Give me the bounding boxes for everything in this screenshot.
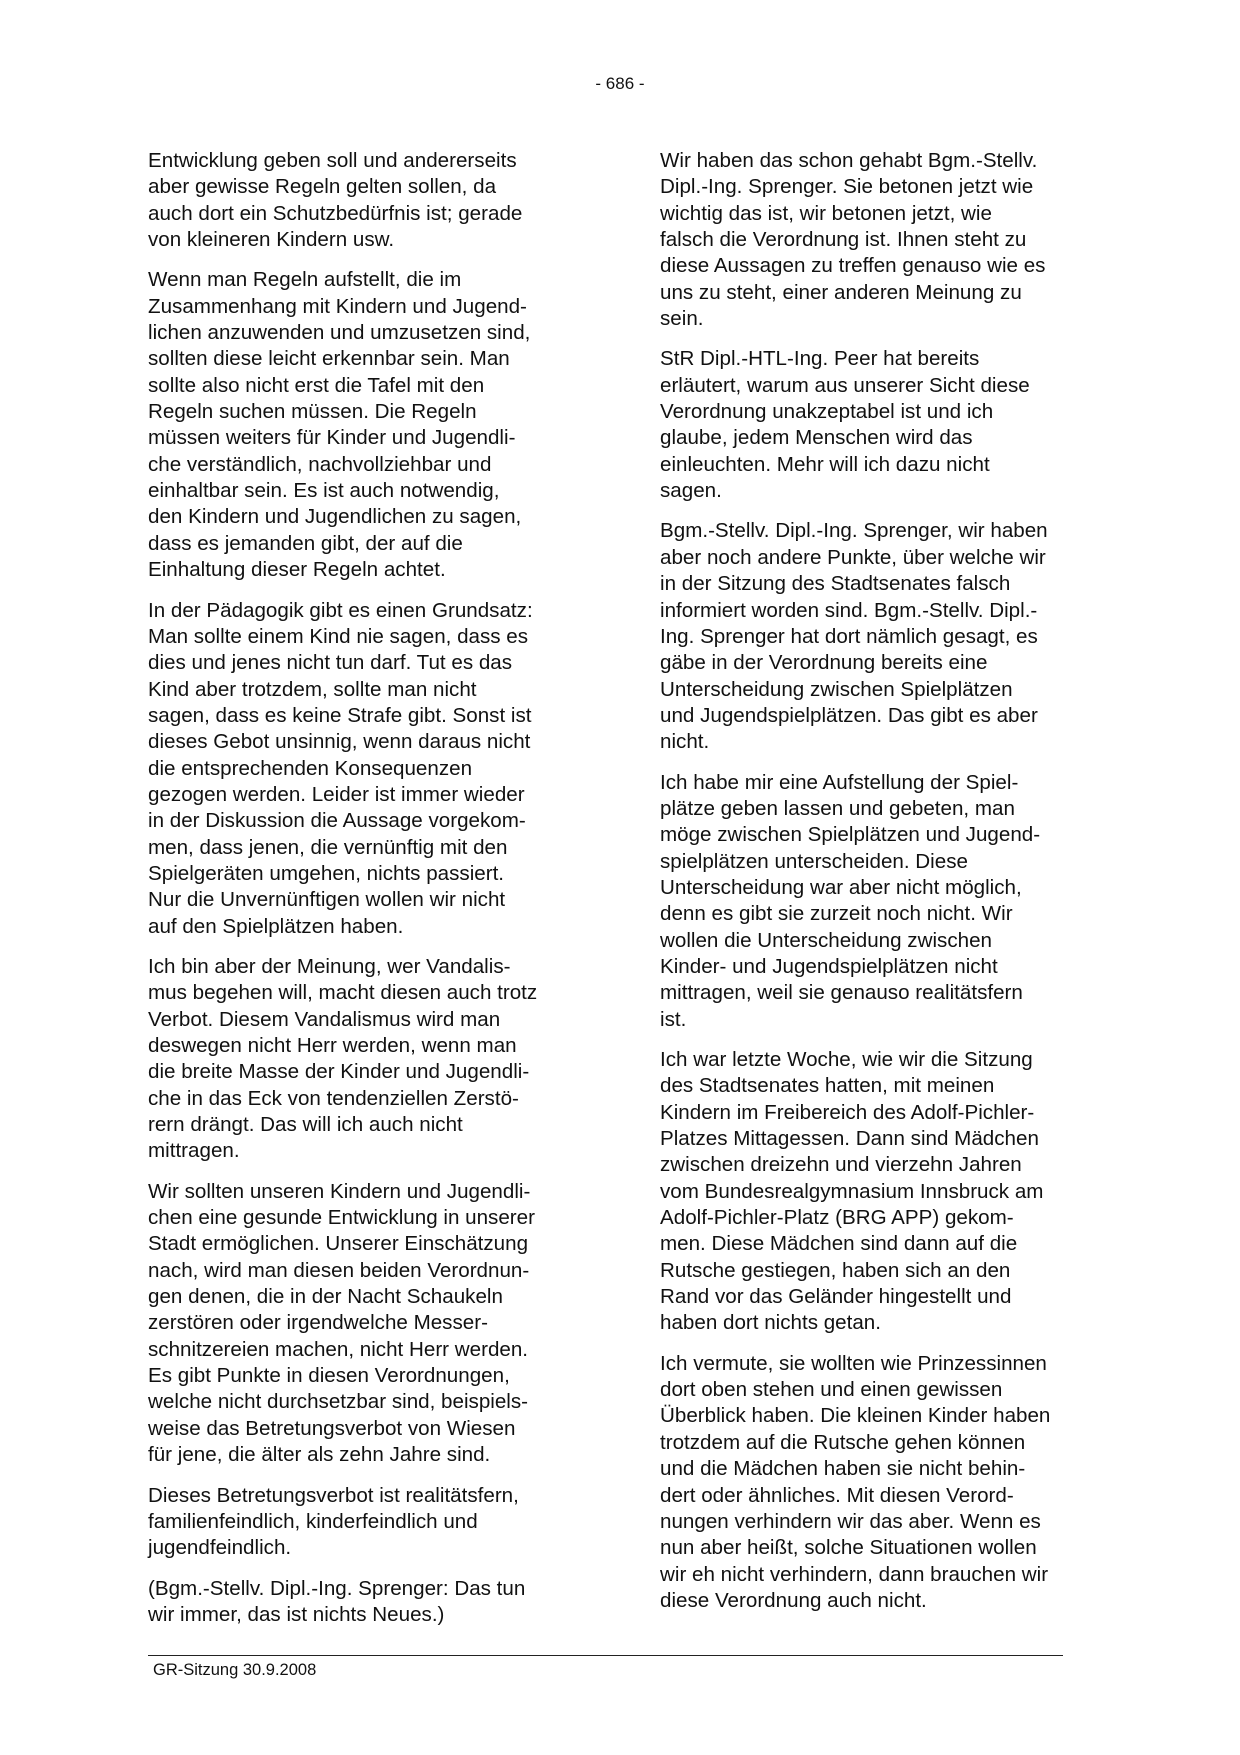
footer-text: GR-Sitzung 30.9.2008 — [153, 1661, 317, 1679]
footer-divider — [148, 1655, 1063, 1656]
paragraph: Wir sollten unseren Kindern und Jugendli- chen eine gesunde Entwicklung in unserer Stadt ermöglichen. Unserer Einschätzung nach, wird man diesen beiden Verordnun- gen denen, die in der Nacht Schaukeln zerstören oder irgendwelche Messer- schnitzereien machen, nicht Herr werden. Es gibt Punkte in diesen Verordnungen, welche nicht durchsetzbar sind, beispiels- weise das Betretungsverbot von Wiesen für jene, die älter als zehn Jahre sind. — [148, 1179, 535, 1467]
paragraph: In der Pädagogik gibt es einen Grundsatz: Man sollte einem Kind nie sagen, dass es dies und jenes nicht tun darf. Tut es das Kind aber trotzdem, sollte man nicht sagen, dass es keine Strafe gibt. Sonst ist dieses Gebot unsinnig, wenn daraus nicht die entsprechenden Konsequenzen gezogen werden. Leider ist immer wieder in der Diskussion die Aussage vorgekom- men, dass jenen, die vernünftig mit den Spielgeräten umgehen, nichts passiert. Nur die Unvernünftigen wollen wir nicht auf den Spielplätzen haben. — [148, 598, 533, 938]
paragraph: StR Dipl.-HTL-Ing. Peer hat bereits erläutert, warum aus unserer Sicht diese Verordnung unakzeptabel ist und ich glaube, jedem Menschen wird das einleuchten. Mehr will ich dazu nicht sagen. — [660, 347, 1030, 503]
paragraph: Ich vermute, sie wollten wie Prinzessinnen dort oben stehen und einen gewissen Überblick haben. Die kleinen Kinder haben trotzdem auf die Rutsche gehen können und die Mädchen haben sie nicht behin- dert oder ähnliches. Mit diesen Verord- nungen verhindern wir das aber. Wenn es nun aber heißt, solche Situationen wollen wir eh nicht verhindern, dann brauchen wir diese Verordnung auch nicht. — [660, 1351, 1051, 1612]
left-column — [148, 148, 603, 1642]
paragraph: Wir haben das schon gehabt Bgm.-Stellv. Dipl.-Ing. Sprenger. Sie betonen jetzt wie wichtig das ist, wir betonen jetzt, wie falsch die Verordnung ist. Ihnen steht zu diese Aussagen zu treffen genauso wie es uns zu steht, einer anderen Meinung zu sein. — [660, 149, 1046, 331]
paragraph: Ich bin aber der Meinung, wer Vandalis- mus begehen will, macht diesen auch trotz Verbot. Diesem Vandalismus wird man deswegen nicht Herr werden, wenn man die breite Masse der Kinder und Jugendli- che in das Eck von tendenziellen Zerstö- rern drängt. Das will ich auch nicht mittragen. — [148, 954, 538, 1163]
paragraph: (Bgm.-Stellv. Dipl.-Ing. Sprenger: Das tun wir immer, das ist nichts Neues.) — [148, 1576, 526, 1626]
paragraph: Wenn man Regeln aufstellt, die im Zusammenhang mit Kindern und Jugend- lichen anzuwenden und umzusetzen sind, sollten diese leicht erkennbar sein. Man sollte also nicht erst die Tafel mit den Regeln suchen müssen. Die Regeln müssen weiters für Kinder und Jugendli- che verständlich, nachvollziehbar und einhaltbar sein. Es ist auch notwendig, den Kindern und Jugendlichen zu sagen, dass es jemanden gibt, der auf die Einhaltung dieser Regeln achtet. — [148, 268, 531, 582]
paragraph: Ich habe mir eine Aufstellung der Spiel- plätze geben lassen und gebeten, man möge zwischen Spielplätzen und Jugend- spielplätzen unterscheiden. Diese Unterscheidung war aber nicht möglich, denn es gibt sie zurzeit noch nicht. Wir wollen die Unterscheidung zwischen Kinder- und Jugendspielplätzen nicht mittragen, weil sie genauso realitätsfern ist. — [660, 770, 1041, 1031]
paragraph: Ich war letzte Woche, wie wir die Sitzung des Stadtsenates hatten, mit meinen Kindern im Freibereich des Adolf-Pichler- Platzes Mittagessen. Dann sind Mädchen zwischen dreizehn und vierzehn Jahren vom Bundesrealgymnasium Innsbruck am Adolf-Pichler-Platz (BRG APP) gekom- men. Diese Mädchen sind dann auf die Rutsche gestiegen, haben sich an den Rand vor das Geländer hingestellt und haben dort nichts getan. — [660, 1048, 1044, 1335]
right-column — [660, 148, 1100, 1628]
paragraph: Bgm.-Stellv. Dipl.-Ing. Sprenger, wir haben aber noch andere Punkte, über welche wir in der Sitzung des Stadtsenates falsch informiert worden sind. Bgm.-Stellv. Dipl.- Ing. Sprenger hat dort nämlich gesagt, es gäbe in der Verordnung bereits eine Unterscheidung zwischen Spielplätzen und Jugendspielplätzen. Das gibt es aber nicht. — [660, 519, 1048, 754]
paragraph: Dieses Betretungsverbot ist realitätsfern, familienfeindlich, kinderfeindlich und jugendfeindlich. — [148, 1483, 519, 1560]
paragraph: Entwicklung geben soll und andererseits aber gewisse Regeln gelten sollen, da auch dort ein Schutzbedürfnis ist; gerade von kleineren Kindern usw. — [148, 149, 523, 252]
page-number: - 686 - — [595, 74, 645, 93]
